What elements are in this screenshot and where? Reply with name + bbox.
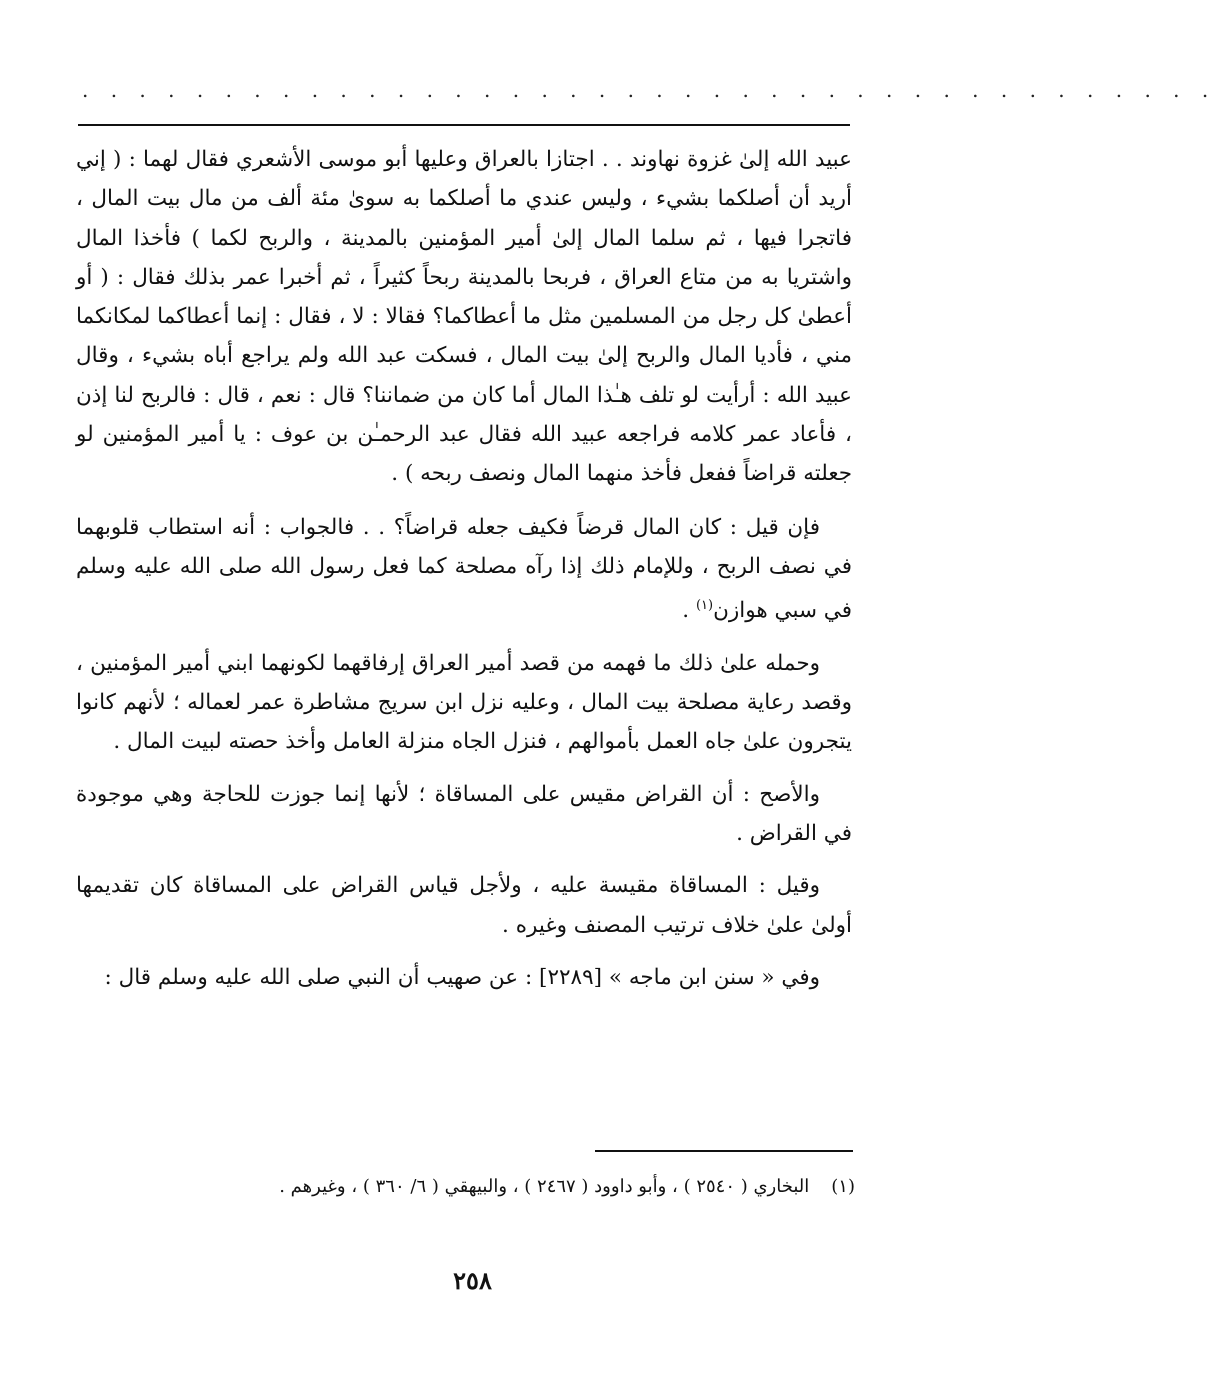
page-body — [76, 140, 852, 1010]
paragraph-3: وحمله علىٰ ذلك ما فهمه من قصد أمير العراق إرفاقهما لكونهما ابني أمير المؤمنين ، وقصد رعاية مصلحة بيت المال ، وعليه نزل ابن سريج مشاطرة عمر لعماله ؛ لأنهم كانوا يتجرون علىٰ جاه العمل بأموالهم ، فنزل الجاه منزلة العامل وأخذ حصته لبيت المال . — [76, 650, 852, 755]
page-number: ٢٥٨ — [453, 1266, 492, 1295]
paragraph-1: عبيد الله إلىٰ غزوة نهاوند . . اجتازا بالعراق وعليها أبو موسى الأشعري فقال لهما : ( إني أريد أن أصلكما بشيء ، وليس عندي ما أصلكما به سوىٰ مئة ألف من مال بيت المال ، فاتجرا فيها ، ثم سلما المال إلىٰ أمير المؤمنين بالمدينة ، والربح لكما ) فأخذا المال واشتريا به من متاع العراق ، فربحا بالمدينة ربحاً كثيراً ، ثم أخبرا عمر بذلك فقال : ( أو أعطىٰ كل رجل من المسلمين مثل ما أعطاكما؟ فقالا : لا ، فقال : إنما أعطاكما لمكانكما مني ، فأديا المال والربح إلىٰ بيت المال ، فسكت عبد الله ولم يراجع أباه بشيء ، وقال عبيد الله : أرأيت لو تلف هـٰذا المال أما كان من ضماننا؟ قال : نعم ، قال : فالربح لنا إذن ، فأعاد عمر كلامه فراجعه عبيد الله فقال عبد الرحمـٰن بن عوف : يا أمير المؤمنين لو جعلته قراضاً ففعل فأخذ منهما المال ونصف ربحه ) . — [76, 147, 852, 487]
paragraph-2 — [76, 508, 852, 631]
paragraph-6: وفي « سنن ابن ماجه » [٢٢٨٩] : عن صهيب أن النبي صلى الله عليه وسلم قال : — [104, 964, 820, 990]
paragraph-2-text: فإن قيل : كان المال قرضاً فكيف جعله قراضاً؟ . . فالجواب : أنه استطاب قلوبهما في نصف الربح ، وللإمام ذلك إذا رآه مصلحة كما فعل رسول الله صلى الله عليه وسلم في سبي هوازن — [76, 514, 852, 624]
footnote-number: (١) — [831, 1176, 855, 1197]
footnote-rule — [595, 1150, 853, 1152]
paragraph-5: وقيل : المساقاة مقيسة عليه ، ولأجل قياس القراض على المساقاة كان تقديمها أولىٰ علىٰ خلاف ترتيب المصنف وغيره . — [76, 873, 852, 938]
footnote-text: البخاري ( ٢٥٤٠ ) ، وأبو داوود ( ٢٤٦٧ ) ، والبيهقي ( ٦/ ٣٦٠ ) ، وغيرهم . — [279, 1176, 810, 1197]
footnote-reference: (١) — [695, 598, 714, 614]
footnote — [160, 1172, 855, 1202]
header-rule — [78, 124, 850, 126]
paragraph-2-end: . — [682, 598, 696, 624]
header-dots: . . . . . . . . . . . . . . . . . . . . . . . . . . . . . . . . . . . . . . . . — [82, 78, 1216, 102]
paragraph-4: والأصح : أن القراض مقيس على المساقاة ؛ لأنها إنما جوزت للحاجة وهي موجودة في القراض . — [76, 781, 852, 846]
